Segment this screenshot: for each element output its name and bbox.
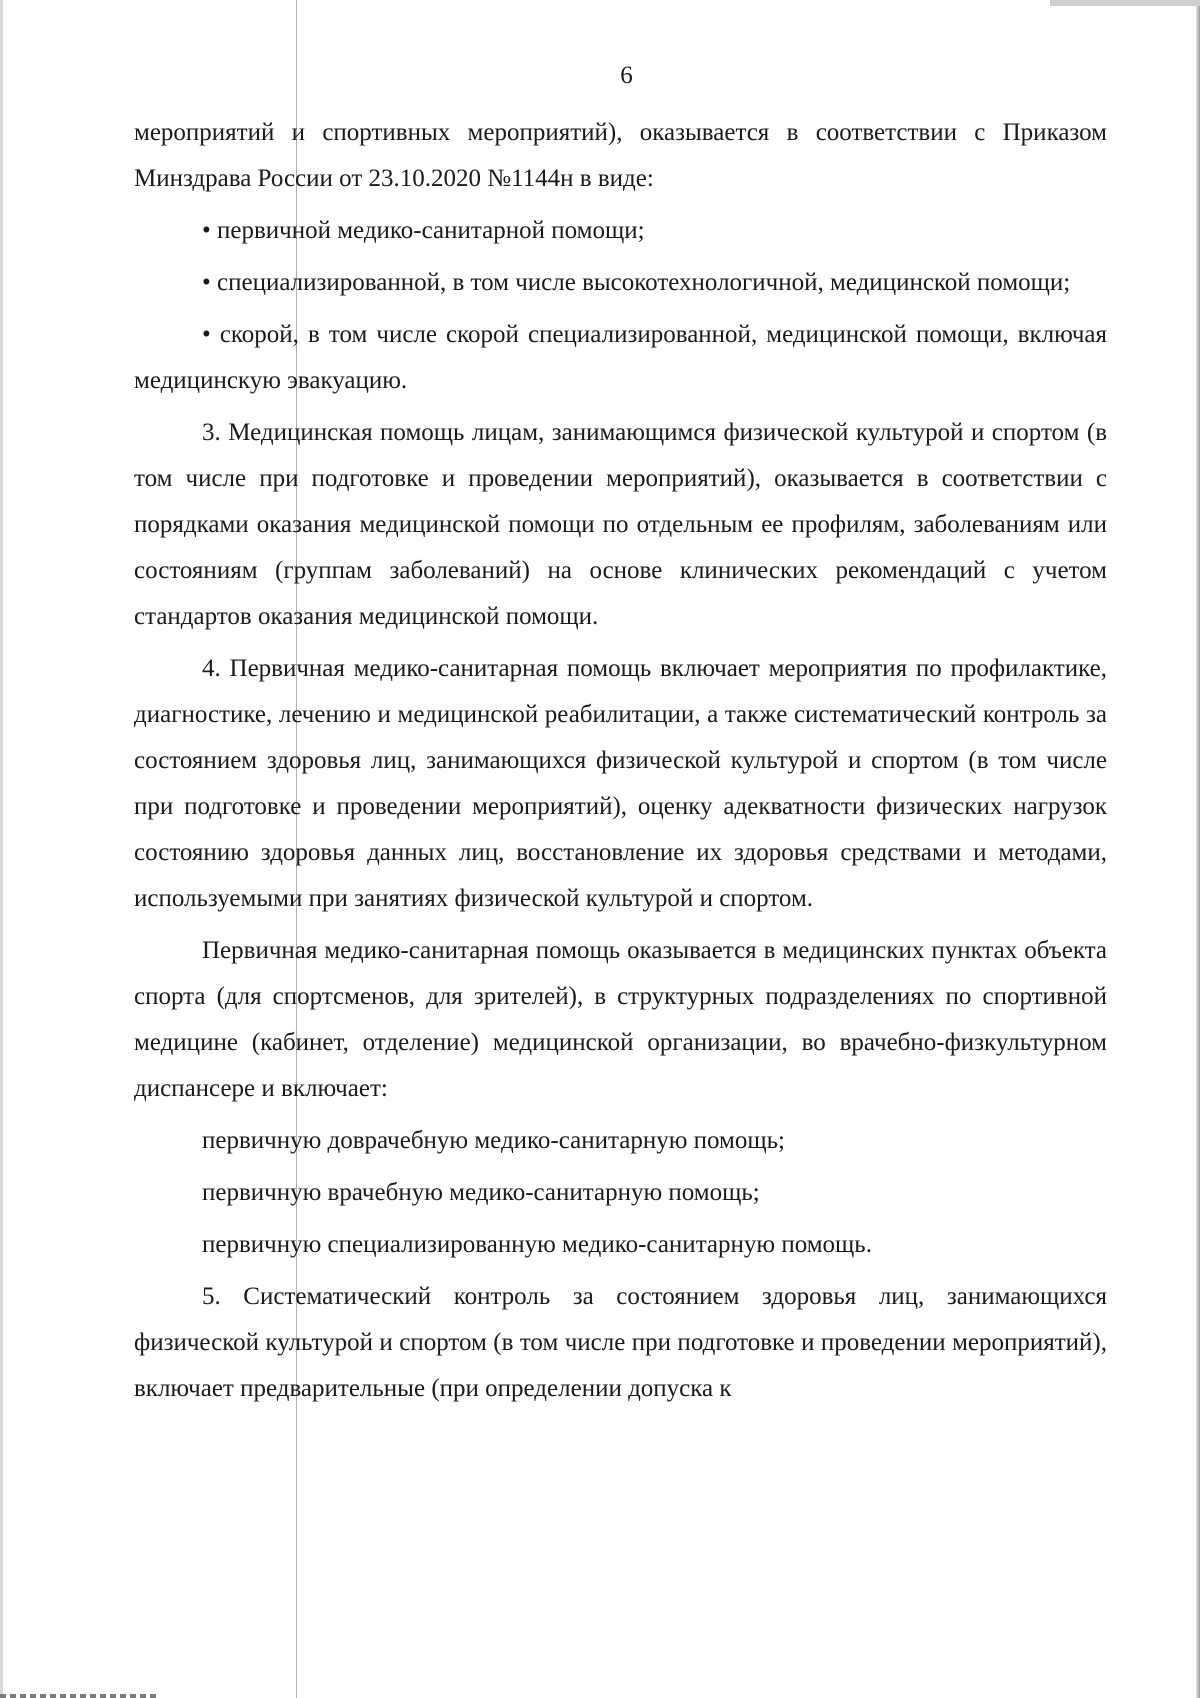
bullet-emergency-care: • скорой, в том числе скорой специализированной, медицинской помощи, включая медицинскую эвакуацию. xyxy=(134,321,1107,394)
list-item-prehospital-care: первичную доврачебную медико-санитарную помощь; xyxy=(202,1127,785,1154)
paragraph-item-4: 4. Первичная медико-санитарная помощь включает мероприятия по профилактике, диагностике, лечению и медицинской реабилитации, а также систематический контроль за состоянием здоровья лиц, занимающихся физической культурой и спортом (в том числе при подготовке и проведении мероприятий), оценку адекватности физических нагрузок состоянию здоровья данных лиц, восстановление их здоровья средствами и методами, используемыми при занятиях физической культурой и спортом. xyxy=(134,655,1107,912)
page-number: 6 xyxy=(620,62,633,89)
document-body xyxy=(134,110,1107,1412)
paragraph-item-5: 5. Систематический контроль за состоянием здоровья лиц, занимающихся физической культурой и спортом (в том числе при подготовке и проведении мероприятий), включает предварительные (при определении допуска к xyxy=(134,1283,1107,1402)
bullet-primary-care: • первичной медико-санитарной помощи; xyxy=(202,217,645,244)
list-item-physician-care: первичную врачебную медико-санитарную помощь; xyxy=(202,1179,760,1206)
scan-bottom-left-mark xyxy=(0,1694,160,1698)
scan-top-right-mark xyxy=(1050,0,1200,6)
paragraph-continuation: мероприятий и спортивных мероприятий), оказывается в соответствии с Приказом Минздрава России от 23.10.2020 №1144н в виде: xyxy=(134,119,1107,192)
list-item-specialized-primary-care: первичную специализированную медико-санитарную помощь. xyxy=(202,1231,872,1258)
scan-right-edge xyxy=(1196,0,1200,1698)
paragraph-item-3: 3. Медицинская помощь лицам, занимающимся физической культурой и спортом (в том числе при подготовке и проведении мероприятий), оказывается в соответствии с порядками оказания медицинской помощи по отдельным ее профилям, заболеваниям или состояниям (группам заболеваний) на основе клинических рекомендаций с учетом стандартов оказания медицинской помощи. xyxy=(134,419,1107,630)
paragraph-primary-care-locations: Первичная медико-санитарная помощь оказывается в медицинских пунктах объекта спорта (для спортсменов, для зрителей), в структурных подразделениях по спортивной медицине (кабинет, отделение) медицинской организации, во врачебно-физкультурном диспансере и включает: xyxy=(134,937,1107,1102)
bullet-specialized-care: • специализированной, в том числе высокотехнологичной, медицинской помощи; xyxy=(202,269,1071,296)
scan-left-edge xyxy=(0,0,3,1698)
